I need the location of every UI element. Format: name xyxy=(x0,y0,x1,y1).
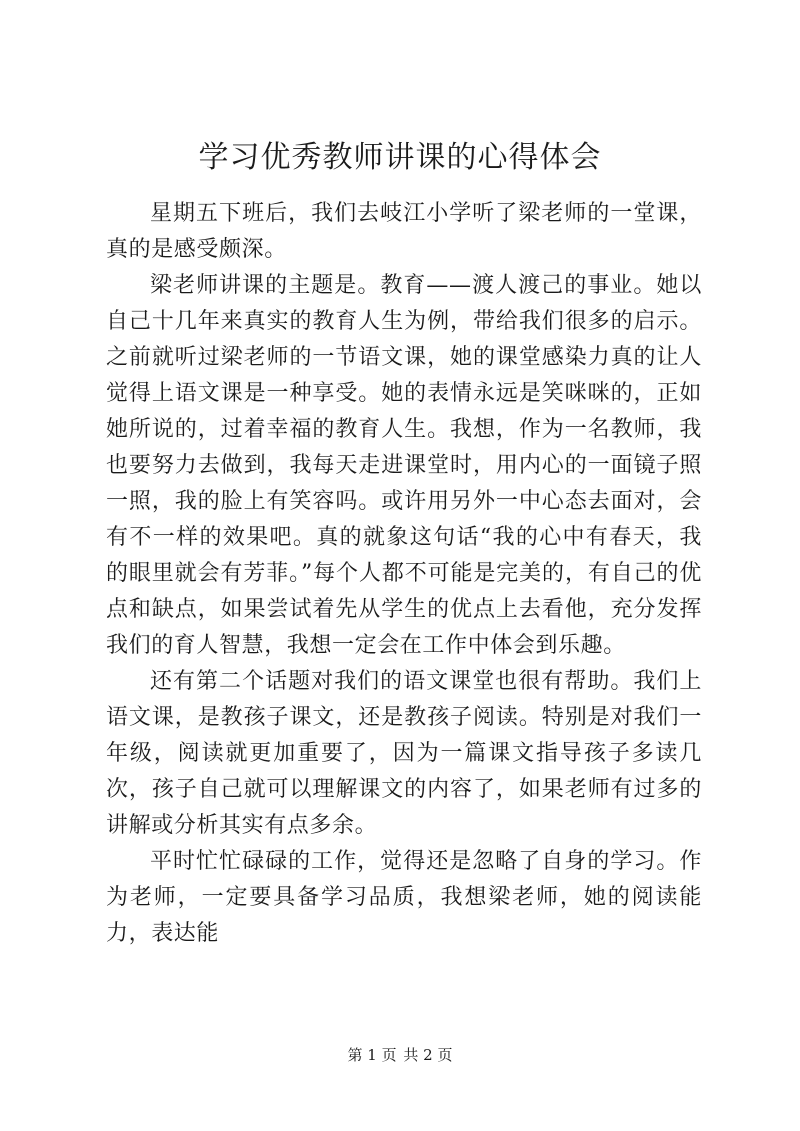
page-total: 共 2 页 xyxy=(403,1046,453,1064)
paragraph: 星期五下班后，我们去岐江小学听了梁老师的一堂课，真的是感受颇深。 xyxy=(106,201,702,262)
paragraph: 梁老师讲课的主题是。教育——渡人渡己的事业。她以自己十几年来真实的教育人生为例，带给我们很多的启示。之前就听过梁老师的一节语文课，她的课堂感染力真的让人觉得上语文课是一种享受。她的表情永远是笑咪咪的，正如她所说的，过着幸福的教育人生。我想，作为一名教师，我也要努力去做到，我每天走进课堂时，用内心的一面镜子照一照，我的脸上有笑容吗。或许用另外一中心态去面对，会有不一样的效果吧。真的就象这句话“我的心中有春天，我的眼里就会有芳菲。”每个人都不可能是完美的，有自己的优点和缺点，如果尝试着先从学生的优点上去看他，充分发挥我们的育人智慧，我想一定会在工作中体会到乐趣。 xyxy=(106,273,702,658)
page-number: 第 1 页 xyxy=(347,1046,397,1064)
paragraph: 平时忙忙碌碌的工作，觉得还是忽略了自身的学习。作为老师，一定要具备学习品质，我想梁老师，她的阅读能力，表达能 xyxy=(106,849,702,946)
paragraph: 还有第二个话题对我们的语文课堂也很有帮助。我们上语文课，是教孩子课文，还是教孩子阅读。特别是对我们一年级，阅读就更加重要了，因为一篇课文指导孩子多读几次，孩子自己就可以理解课文的内容了，如果老师有过多的讲解或分析其实有点多余。 xyxy=(106,669,702,838)
page-footer xyxy=(0,1045,800,1065)
document-body xyxy=(106,196,702,952)
document-title: 学习优秀教师讲课的心得体会 xyxy=(198,140,602,175)
